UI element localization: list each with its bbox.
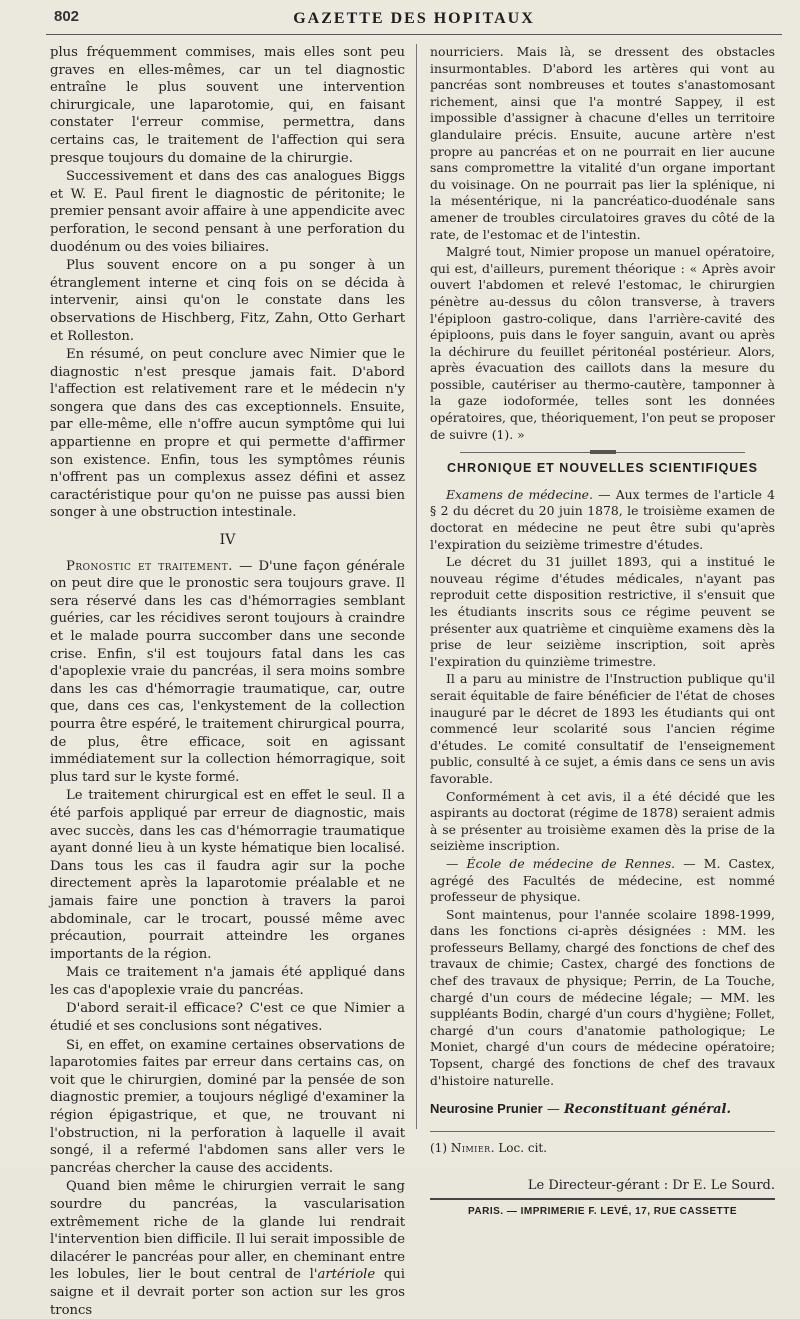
page-number: 802	[54, 8, 80, 25]
emphasis: artériole	[317, 1267, 376, 1283]
paragraph: Sont maintenus, pour l'année scolaire 1898-1999, dans les fonctions ci-après désignées : MM. les professeurs Bellamy, chargé des fonctions de chef des travaux de chimie; Castex, chargé des fonctions de chef des travaux de physique; Perrin, de La Touche, chargé d'un cours de médecine légale; — MM. les suppléants Bodin, chargé d'un cours d'hygiène; Follet, chargé d'un cours d'anatomie pathologique; Le Moniet, chargé d'un cours de médecine opératoire; Topsent, chargé des fonctions de chef des travaux d'histoire naturelle.	[430, 906, 775, 1088]
left-column	[50, 44, 405, 1318]
paragraph-lead: Examens de médecine.	[446, 486, 593, 502]
footnote	[430, 1140, 775, 1157]
journal-title: GAZETTE DES HOPITAUX	[293, 10, 535, 27]
paragraph-body: — M. Castex, agrégé des Facultés de médecine, est nommé professeur de physique.	[430, 855, 775, 905]
ad-product-name: Neurosine Prunier	[430, 1101, 543, 1117]
footnote-number: (1)	[430, 1140, 451, 1155]
paragraph-body: qui saigne et il devrait porter son action sur les gros troncs	[50, 1267, 405, 1318]
footnote-text: . Loc. cit.	[490, 1140, 548, 1155]
paragraph: Le décret du 31 juillet 1893, qui a institué le nouveau régime d'études médicales, n'ayant pas reproduit cette disposition restrictive, il s'ensuit que les étudiants inscrits sous ce régime peuvent se présenter aux quatrième et cinquième examens dès la prise de leur seizième inscription, soit après l'expiration du quinzième trimestre.	[430, 554, 775, 669]
right-column	[430, 44, 776, 1217]
paragraph	[430, 487, 775, 553]
paragraph-lead: Pronostic et traitement.	[66, 558, 233, 574]
paragraph: Conformément à cet avis, il a été décidé que les aspirants au doctorat (régime de 1878) seraient admis à se présenter au troisième examen dès la prise de la seizième inscription.	[430, 788, 775, 854]
advertisement	[430, 1101, 775, 1119]
column-divider	[416, 44, 417, 1129]
director-signature: Le Directeur-gérant : Dr E. Le Sourd.	[430, 1178, 775, 1200]
paragraph-body: — Aux termes de l'article 4 § 2 du décret du 20 juin 1878, le troisième examen de doctorat en médecine ne peut être subi qu'après l'expiration du seizième trimestre d'études.	[430, 486, 776, 552]
paragraph: Si, en effet, on examine certaines observations de laparotomies faites par erreur dans certains cas, on voit que le chirurgien, dominé par la pensée de son diagnostic premier, a toujours négligé d'examiner la région épigastrique, et que, ne trouvant ni l'obstruction, ni la perforation à laquelle il avait songé, il a refermé l'abdomen sans aller vers le pancréas chercher la cause des accidents.	[50, 1037, 405, 1176]
paragraph	[50, 558, 405, 787]
paragraph-lead: — École de médecine de Rennes.	[446, 855, 676, 871]
paragraph	[430, 856, 775, 906]
paragraph: D'abord serait-il efficace? C'est ce que Nimier a étudié et ses conclusions sont négatives.	[50, 1001, 405, 1035]
paragraph: nourriciers. Mais là, se dressent des obstacles insurmontables. D'abord les artères qui vont au pancréas sont nombreuses et toutes s'anastomosant richement, ainsi que l'a montré Sappey, il est impossible d'assigner à chacune d'elles un territoire glandulaire précis. Ensuite, aucune artère n'est propre au pancréas et on ne pourrait en lier aucune sans compromettre la vitalité d'un organe important du voisinage. On ne pourrait pas lier la splénique, ni la mésentérique, ni la pancréatico-duodénale sans amener de troubles circulatoires graves du côté de la rate, de l'estomac et de l'intestin.	[430, 44, 775, 242]
paragraph-body: — D'une façon générale on peut dire que le pronostic sera toujours grave. Il sera réservé dans les cas d'hémorragies semblant guéries, car les récidives seront toujours à craindre et le malade pourra succomber dans une seconde crise. Enfin, s'il est toujours fatal dans les cas d'apoplexie vraie du pancréas, il sera moins sombre dans les cas d'hémorragie traumatique, car, outre que, dans ces cas, l'enkystement de la collection pourra être espéré, le traitement chirurgical pourra, de plus, être efficace, soit en agissant immédiatement sur la collection hémorragique, soit plus tard sur le kyste formé.	[50, 558, 405, 785]
ad-separator: —	[542, 1102, 564, 1118]
paragraph	[50, 1178, 405, 1319]
footnote-rule	[430, 1131, 775, 1132]
printer-imprint: PARIS. — IMPRIMERIE F. LEVÉ, 17, RUE CASSETTE	[467, 1206, 738, 1217]
paragraph: Malgré tout, Nimier propose un manuel opératoire, qui est, d'ailleurs, purement théorique : « Après avoir ouvert l'abdomen et relevé l'estomac, le chirurgien pénètre au-dessus du côlon transverse, à travers l'épiploon gastro-colique, dans l'arrière-cavité des épiploons, puis dans le foyer sanguin, avant ou après la déchirure du feuillet péritonéal postérieur. Alors, après évacuation des caillots dans la mesure du possible, cautériser au thermo-cautère, tamponner à la gaze iodoformée, telles sont les données opératoires, que, théoriquement, l'on peut se proposer de suivre (1). »	[430, 244, 775, 442]
paragraph: Plus souvent encore on a pu songer à un étranglement interne et cinq fois on se décida à intervenir, ainsi qu'on le constate dans les observations de Hischberg, Fitz, Zahn, Otto Gerhart et Rolleston.	[50, 258, 405, 344]
paragraph: Le traitement chirurgical est en effet le seul. Il a été parfois appliqué par erreur de diagnostic, mais avec succès, dans les cas d'hémorragie traumatique ayant donné lieu à un kyste hématique bien localisé. Dans tous les cas il faudra agir sur la poche directement après la laparotomie préalable et ne jamais faire une ponction à travers la paroi abdominale, car le trocart, poussé même avec précaution, pourrait atteindre les organes importants de la région.	[50, 788, 405, 962]
section-separator	[460, 452, 745, 455]
paragraph: Il a paru au ministre de l'Instruction publique qu'il serait équitable de faire bénéficier de l'état de choses inauguré par le décret de 1893 les étudiants qui ont commencé leur scolarité sous l'ancien régime d'études. Le comité consultatif de l'enseignement public, consulté à ce sujet, a émis dans ce sens un avis favorable.	[430, 671, 775, 786]
paragraph-body: Quand bien même le chirurgien verrait le sang sourdre du pancréas, la vascularisation extrêmement riche de la glande lui rendrait l'intervention bien difficile. Il lui serait impossible de dilacérer le pancréas pour aller, en cheminant entre les lobules, lier le bout central de l'	[50, 1179, 405, 1283]
paragraph: Successivement et dans des cas analogues Biggs et W. E. Paul firent le diagnostic de péritonite; le premier pensant avoir affaire à une appendicite avec perforation, le second pensant à une perforation du duodénum ou des voies biliaires.	[50, 169, 405, 255]
paragraph: plus fréquemment commises, mais elles sont peu graves en elles-mêmes, car un tel diagnostic entraîne le plus souvent une intervention chirurgicale, une laparotomie, qui, en faisant constater l'erreur commise, permettra, dans certains cas, le traitement de l'affection qui sera presque toujours du domaine de la chirurgie.	[50, 45, 405, 166]
section-title: CHRONIQUE ET NOUVELLES SCIENTIFIQUES	[446, 461, 759, 476]
section-number: IV	[219, 532, 236, 549]
footnote-author: Nimier	[450, 1140, 491, 1155]
paragraph: En résumé, on peut conclure avec Nimier que le diagnostic n'est presque jamais fait. D'abord l'affection est relativement rare et le médecin n'y songera que dans des cas exceptionnels. Ensuite, par elle-même, elle n'offre aucun symptôme qui lui appartienne en propre et qui permette d'affirmer son existence. Enfin, tous les symptômes réunis n'offrent pas un complexus assez défini et assez caractéristique pour qu'on ne puisse pas aussi bien songer à une obstruction intestinale.	[50, 347, 405, 521]
ad-description: Reconstituant général.	[563, 1102, 732, 1118]
page-header	[46, 4, 782, 35]
paragraph: Mais ce traitement n'a jamais été appliqué dans les cas d'apoplexie vraie du pancréas.	[50, 965, 405, 998]
